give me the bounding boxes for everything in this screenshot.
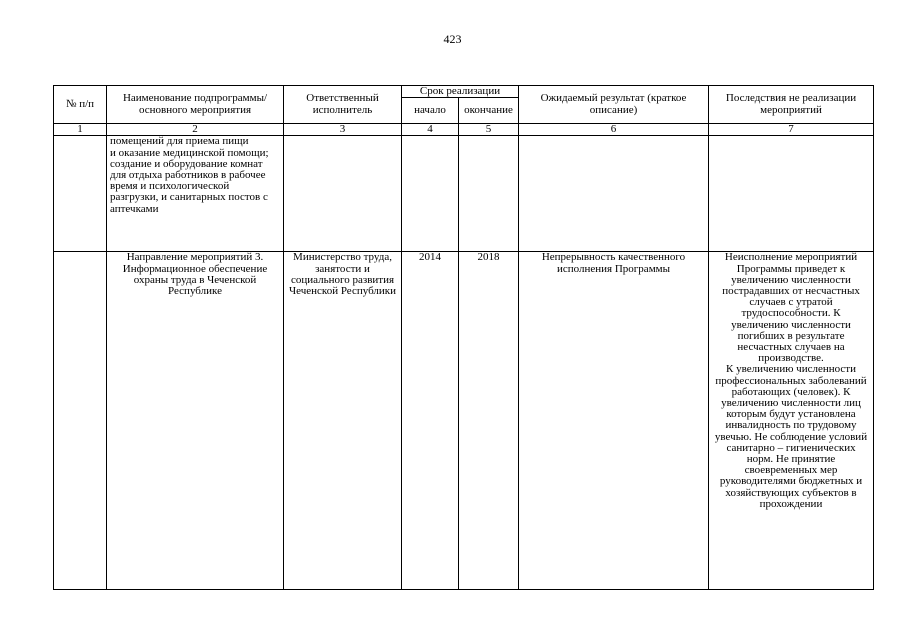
row-name: Направление мероприятий 3. Информационное обеспечение охраны труда в Чеченской Республике <box>107 252 284 590</box>
page-number: 423 <box>443 32 462 46</box>
row-result <box>519 136 709 252</box>
column-number: 4 <box>402 124 459 136</box>
table-row <box>54 252 874 590</box>
column-number: 2 <box>107 124 284 136</box>
row-consequences: Неисполнение мероприятий Программы приведет к увеличению численности пострадавших от несчастных случаев с утратой трудоспособности. К увеличению численности погибших в результате несчастных случаев на производстве. К увеличению численности профессиональных заболеваний работающих (человек). К увеличению численности лиц которым будут установлена инвалидность по трудовому увечью. Не соблюдение условий санитарно – гигиенических норм. Не принятие своевременных мер руководителями бюджетных и хозяйствующих субъектов в прохождении <box>709 252 874 590</box>
row-responsible <box>284 136 402 252</box>
header-consequences: Последствия не реализации мероприятий <box>709 86 874 124</box>
row-consequences <box>709 136 874 252</box>
row-name: помещений для приема пищи и оказание медицинской помощи; создание и оборудование комнат для отдыха работников в рабочее время и психологической разгрузки, и санитарных постов с аптечками <box>107 136 284 252</box>
row-result: Непрерывность качественного исполнения Программы <box>519 252 709 590</box>
column-number: 5 <box>459 124 519 136</box>
header-responsible: Ответственный исполнитель <box>284 86 402 124</box>
header-num: № п/п <box>54 86 107 124</box>
row-num <box>54 252 107 590</box>
column-number: 6 <box>519 124 709 136</box>
header-result: Ожидаемый результат (краткое описание) <box>519 86 709 124</box>
header-name: Наименование подпрограммы/ основного мероприятия <box>107 86 284 124</box>
row-start <box>402 136 459 252</box>
row-end: 2018 <box>459 252 519 590</box>
row-end <box>459 136 519 252</box>
header-term: Срок реализации <box>402 86 519 98</box>
column-number: 7 <box>709 124 874 136</box>
row-num <box>54 136 107 252</box>
column-number: 1 <box>54 124 107 136</box>
table-row <box>54 136 874 252</box>
column-number: 3 <box>284 124 402 136</box>
row-start: 2014 <box>402 252 459 590</box>
column-number-row <box>54 124 874 136</box>
row-responsible: Министерство труда, занятости и социального развития Чеченской Республики <box>284 252 402 590</box>
header-end: окончание <box>459 98 519 124</box>
header-start: начало <box>402 98 459 124</box>
program-table <box>53 85 874 590</box>
